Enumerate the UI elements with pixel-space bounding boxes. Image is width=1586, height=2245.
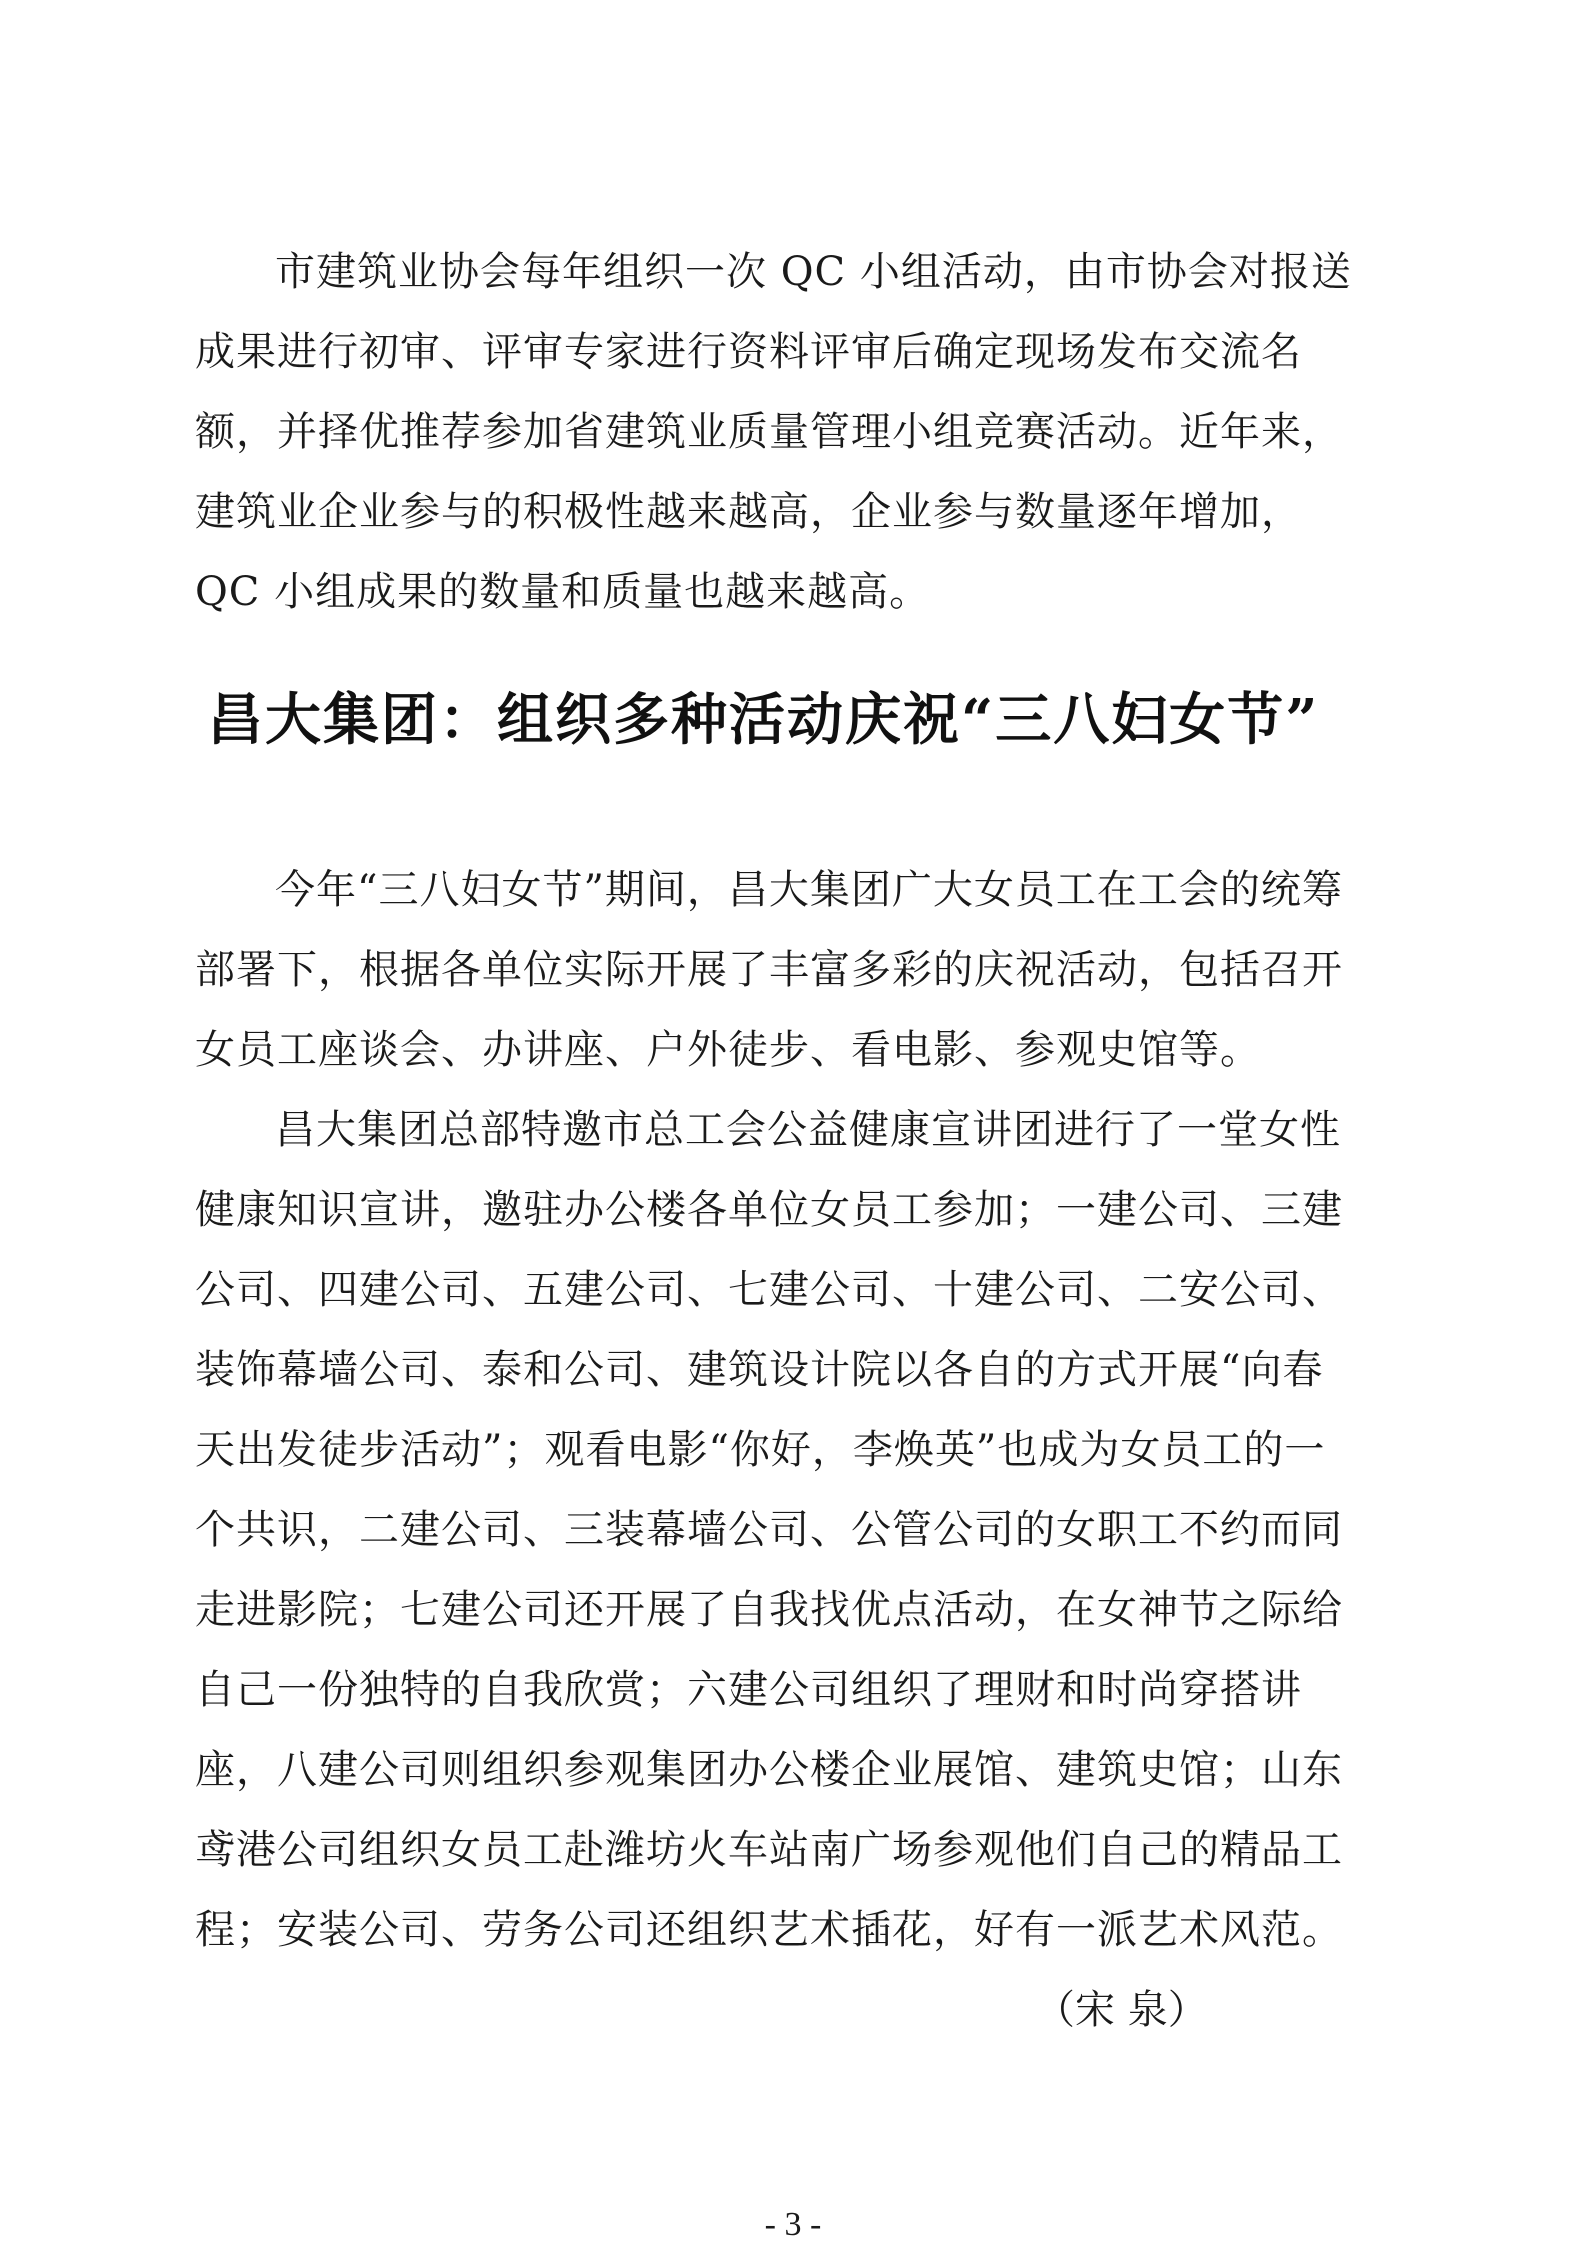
paragraph-2-line: 走进影院；七建公司还开展了自我找优点活动，在女神节之际给 xyxy=(195,1587,1343,1633)
paragraph-2-line: 公司、四建公司、五建公司、七建公司、十建公司、二安公司、 xyxy=(195,1267,1343,1313)
paragraph-2-line: 程；安装公司、劳务公司还组织艺术插花，好有一派艺术风范。 xyxy=(195,1907,1343,1953)
paragraph-2-line: 昌大集团总部特邀市总工会公益健康宣讲团进行了一堂女性 xyxy=(275,1107,1341,1153)
paragraph-2-line: 天出发徒步活动”；观看电影“你好，李焕英”也成为女员工的一 xyxy=(195,1427,1326,1473)
intro-line: 额，并择优推荐参加省建筑业质量管理小组竞赛活动。近年来， xyxy=(195,409,1343,455)
paragraph-2-line: 健康知识宣讲，邀驻办公楼各单位女员工参加；一建公司、三建 xyxy=(195,1187,1343,1233)
paragraph-2-line: 自己一份独特的自我欣赏；六建公司组织了理财和时尚穿搭讲 xyxy=(195,1667,1302,1713)
paragraph-2-line: 鸢港公司组织女员工赴潍坊火车站南广场参观他们自己的精品工 xyxy=(195,1827,1343,1873)
author-signature: （宋 泉） xyxy=(1035,1987,1208,2033)
intro-line: 市建筑业协会每年组织一次 QC 小组活动，由市协会对报送 xyxy=(275,249,1352,295)
paragraph-2-line: 个共识，二建公司、三装幕墙公司、公管公司的女职工不约而同 xyxy=(195,1507,1343,1553)
intro-line: 建筑业企业参与的积极性越来越高，企业参与数量逐年增加， xyxy=(195,489,1302,535)
paragraph-2-line: 座，八建公司则组织参观集团办公楼企业展馆、建筑史馆；山东 xyxy=(195,1747,1343,1793)
paragraph-1-line: 部署下，根据各单位实际开展了丰富多彩的庆祝活动，包括召开 xyxy=(195,947,1343,993)
page-number: - 3 - xyxy=(764,2206,822,2243)
article-title: 昌大集团：组织多种活动庆祝“三八妇女节” xyxy=(207,687,1320,753)
intro-line: 成果进行初审、评审专家进行资料评审后确定现场发布交流名 xyxy=(195,329,1302,375)
paragraph-1-line: 今年“三八妇女节”期间，昌大集团广大女员工在工会的统筹 xyxy=(275,867,1343,913)
paragraph-1-line: 女员工座谈会、办讲座、户外徒步、看电影、参观史馆等。 xyxy=(195,1027,1261,1073)
intro-line: QC 小组成果的数量和质量也越来越高。 xyxy=(195,569,931,615)
paragraph-2-line: 装饰幕墙公司、泰和公司、建筑设计院以各自的方式开展“向春 xyxy=(195,1347,1324,1393)
